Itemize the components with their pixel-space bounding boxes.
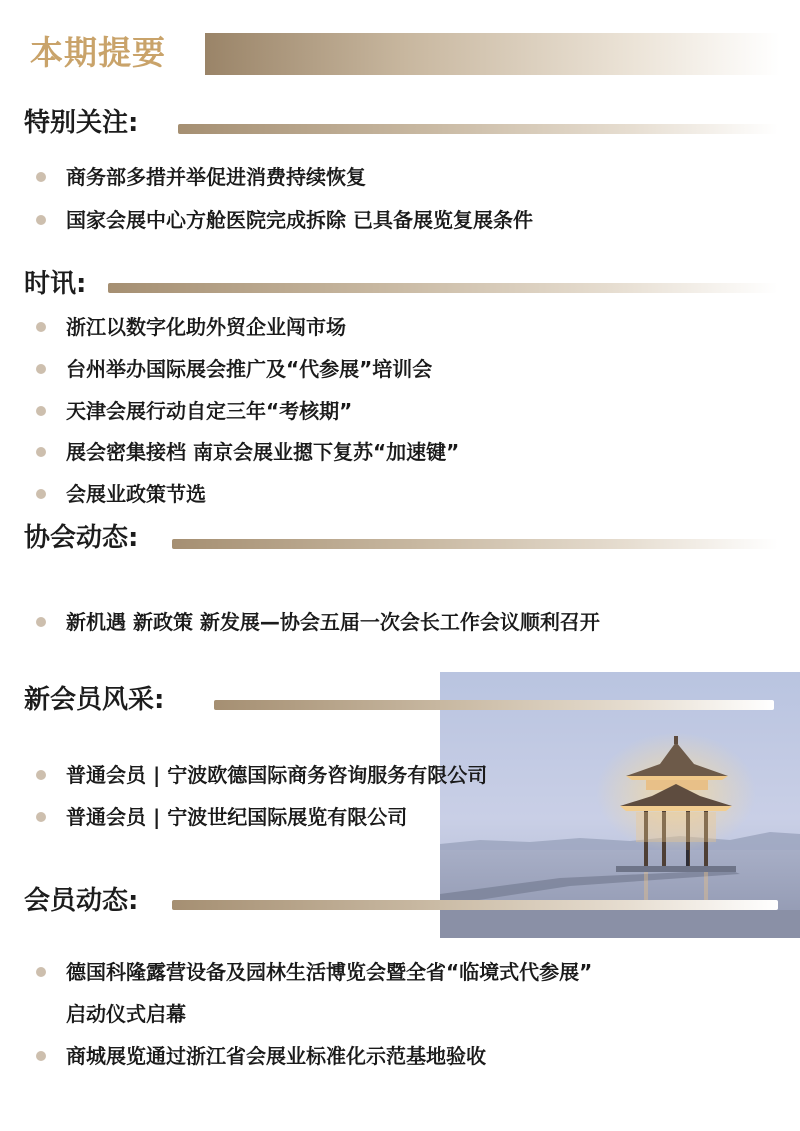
section-title-member-news: 会员动态: bbox=[24, 886, 139, 916]
bullet-icon bbox=[36, 364, 46, 374]
bullet-icon bbox=[36, 617, 46, 627]
page-title: 本期提要 bbox=[30, 33, 166, 72]
section-divider bbox=[108, 283, 778, 293]
bullet-icon bbox=[36, 322, 46, 332]
bullet-icon bbox=[36, 406, 46, 416]
bullet-icon bbox=[36, 447, 46, 457]
bullet-icon bbox=[36, 812, 46, 822]
section-title-new-members: 新会员风采: bbox=[24, 685, 165, 715]
section-divider bbox=[178, 124, 778, 134]
bullet-icon bbox=[36, 770, 46, 780]
bullet-icon bbox=[36, 1051, 46, 1061]
bullet-icon bbox=[36, 172, 46, 182]
section-title-association-news: 协会动态: bbox=[24, 523, 139, 553]
title-decor-bar bbox=[205, 33, 780, 75]
section-title-news: 时讯: bbox=[24, 269, 87, 299]
section-divider bbox=[214, 700, 774, 710]
section-divider bbox=[172, 900, 778, 910]
bullet-icon bbox=[36, 489, 46, 499]
section-divider bbox=[172, 539, 778, 549]
bullet-icon bbox=[36, 967, 46, 977]
lakeside-pavilion-image bbox=[440, 672, 800, 938]
section-title-special-focus: 特别关注: bbox=[24, 108, 139, 138]
bullet-icon bbox=[36, 215, 46, 225]
